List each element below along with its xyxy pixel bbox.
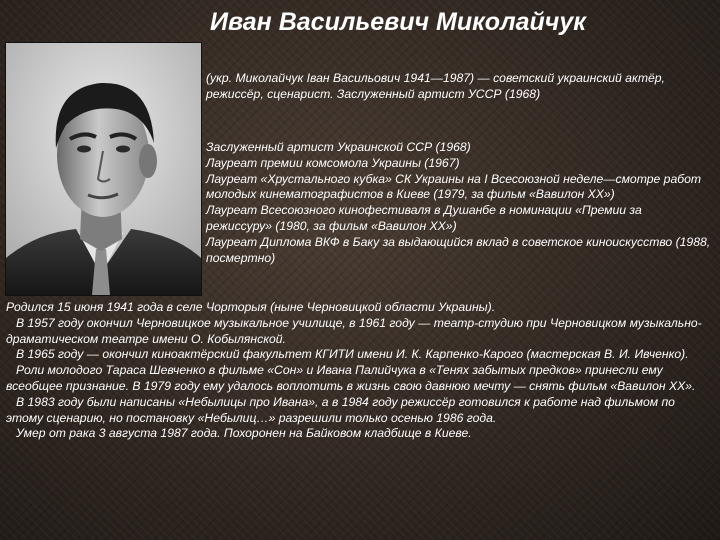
award-item: Лауреат Всесоюзного кинофестиваля в Душанбе в номинации «Премии за режиссуру» (1980, за фильм «Вавилон XX») [206, 203, 642, 233]
award-item: Лауреат премии комсомола Украины (1967) [206, 155, 460, 170]
bio-paragraph: Родился 15 июня 1941 года в селе Чорторыя (ныне Черновицкой области Украины). [6, 300, 496, 314]
bio-paragraph: В 1957 году окончил Черновицкое музыкальное училище, в 1961 году — театр-студию при Черновицком музыкально-драматическом театре имени О. Кобылянской. [6, 315, 702, 346]
portrait-photo [5, 42, 202, 296]
bio-paragraph: В 1983 году были написаны «Небылицы про Ивана», а в 1984 году режиссёр готовился к работе над фильмом по этому сценарию, но постановку «Небылиц…» разрешили только осенью 1986 года. [6, 394, 675, 425]
biography-text [6, 300, 714, 442]
page-title: Иван Васильевич Миколайчук [210, 8, 586, 36]
awards-list [206, 140, 711, 266]
bio-paragraph: Роли молодого Тараса Шевченко в фильме «Сон» и Ивана Палийчука в «Тенях забытых предков» принесли ему всеобщее признание. В 1979 году ему удалось воплотить в жизнь свою давнюю мечту — снять фильм «Вавилон XX». [6, 363, 696, 393]
award-item: Лауреат Диплома ВКФ в Баку за выдающийся вклад в советское киноискусство (1988, посмертно) [206, 234, 711, 265]
award-item: Лауреат «Хрустального кубка» СК Украины на I Всесоюзной неделе—смотре работ молодых кинематографистов в Киеве (1979, за фильм «Вавилон XX») [206, 171, 702, 202]
portrait-image [6, 43, 201, 295]
bio-paragraph: Умер от рака 3 августа 1987 года. Похоронен на Байковом кладбище в Киеве. [16, 426, 472, 441]
award-item: Заслуженный артист Украинской ССР (1968) [206, 140, 471, 154]
intro-paragraph: (укр. Миколайчук Іван Васильович 1941—1987) — советский украинский актёр, режиссёр, сценарист. Заслуженный артист УССР (1968) [206, 71, 665, 101]
bio-paragraph: В 1965 году — окончил киноактёрский факультет КГИТИ имени И. К. Карпенко-Карого (мастерская В. И. Ивченко). [16, 347, 689, 362]
